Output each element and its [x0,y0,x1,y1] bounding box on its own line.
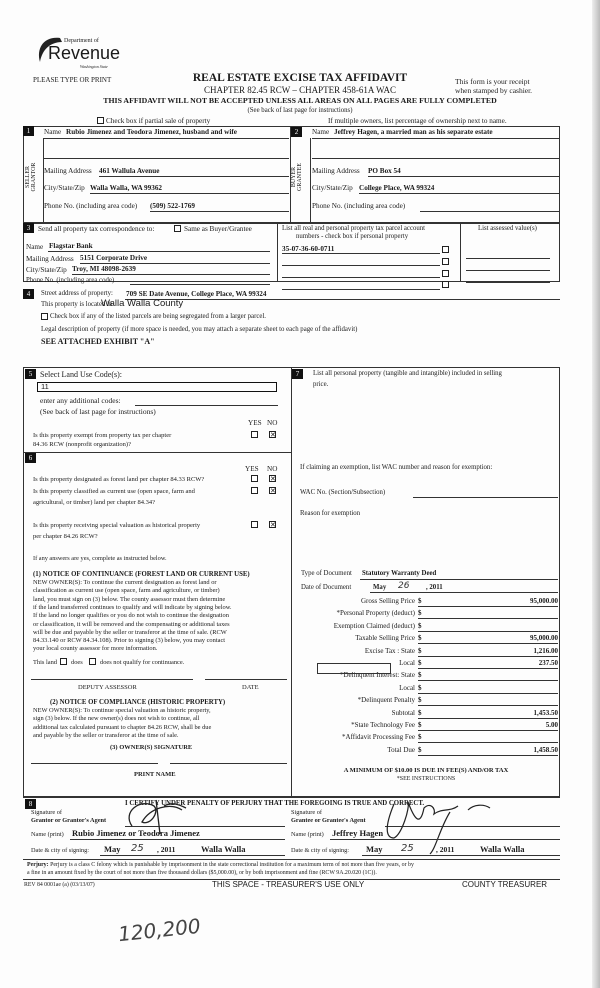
buyer-city-field[interactable]: College Place, WA 99324 [359,184,435,192]
historic-yes-checkbox[interactable] [251,521,258,528]
grantee-print-name[interactable]: Jeffrey Hagen [332,828,384,838]
grantor-sign-day[interactable]: 25 [131,843,144,854]
correspondence-name-field[interactable]: Flagstar Bank [49,242,93,250]
personal-property-checkbox-2[interactable] [442,258,449,265]
tax-row-value[interactable]: 1,458.50 [533,745,558,754]
correspondence-mailing-field[interactable]: 5151 Corporate Drive [80,254,148,262]
scan-edge-shadow [592,0,600,988]
tax-row-value[interactable]: 1,216.00 [533,646,558,655]
buyer-name-field[interactable]: Jeffrey Hagen, a married man as his separate estate [334,128,493,136]
tax-row-line [418,730,558,731]
tax-row-line [418,643,558,644]
notice-line: if the land transferred continues to qualify and will indicate by signing below. [33,603,232,611]
type-or-print: PLEASE TYPE OR PRINT [33,76,112,84]
tax-row-line [418,742,558,743]
form-chapter: CHAPTER 82.45 RCW – CHAPTER 458-61A WAC [204,85,396,95]
exempt-yes-checkbox[interactable] [251,431,258,438]
notice-line: additional tax calculated pursuant to chapter 84.26 RCW, shall be due [33,723,212,731]
currency-symbol: $ [418,646,422,655]
section-2-badge: 2 [291,127,302,137]
notice-line: NEW OWNER(S): To continue the current designation as forest land or [33,579,217,586]
notice-line: or classification, it will be removed and the compensating or additional taxes [33,620,230,628]
tax-row-label: *Delinquent Penalty [357,696,415,705]
tax-row-line [418,618,558,619]
notice-line: 84.33.140 or RCW 84.34.108). Prior to signing (3) below, you may contact [33,637,226,645]
completion-warning: THIS AFFIDAVIT WILL NOT BE ACCEPTED UNLESS ALL AREAS ON ALL PAGES ARE FULLY COMPLETED [103,96,497,105]
tax-row-line [418,755,558,756]
currency-symbol: $ [418,621,422,630]
tax-row-label: Exemption Claimed (deduct) [333,621,415,630]
buyer-side-label: BUYER GRANTEE [291,163,303,191]
personal-property-checkbox-4[interactable] [442,281,449,288]
tax-row-label: Local [399,659,415,667]
currency-symbol: $ [418,721,422,729]
buyer-mailing-field[interactable]: PO Box 54 [368,167,401,175]
seller-name-field[interactable]: Rubio Jimenez and Teodora Jimenez, husband and wife [66,128,237,136]
document-date-day[interactable]: 26 [398,581,410,591]
correspondence-phone-field[interactable] [130,284,270,285]
tax-row-label: Excise Tax : State [364,646,415,655]
currency-symbol: $ [418,696,422,705]
notice-compliance-title: (2) NOTICE OF COMPLIANCE (HISTORIC PROPERTY) [50,699,226,706]
tax-row-line [418,705,558,706]
tax-row-label: Total Due [387,745,415,754]
exempt-no-checkbox[interactable]: ✕ [270,431,276,439]
current-use-no-checkbox[interactable]: ✕ [270,487,276,495]
tax-row-label: Subtotal [391,708,415,717]
tax-row-line [418,606,558,607]
wac-number-input[interactable] [413,497,558,498]
currency-symbol: $ [418,745,422,754]
document-type-field[interactable]: Statutory Warranty Deed [362,570,437,577]
parcel-number-1[interactable]: 35-07-36-60-0711 [282,245,335,253]
section-4-badge: 4 [23,289,34,299]
form-title: REAL ESTATE EXCISE TAX AFFIDAVIT [192,72,408,84]
minimum-due-note: A MINIMUM OF $10.00 IS DUE IN FEE(S) AND/OR TAX [343,767,509,774]
historic-no-checkbox[interactable]: ✕ [270,521,276,529]
tax-row-line [418,718,558,719]
currency-symbol: $ [418,609,422,618]
notice-line: classification as current use (open space, farm and agriculture, or timber) [33,587,220,595]
currency-symbol: $ [418,683,422,692]
seller-side-label: SELLER GRANTOR [25,162,37,192]
parcel-number-3[interactable] [282,277,440,278]
grantor-sign-city[interactable]: Walla Walla [201,844,246,854]
currency-symbol: $ [418,708,422,717]
personal-property-checkbox-3[interactable] [442,270,449,277]
tax-row-label: Local [399,683,415,692]
grantee-sign-city[interactable]: Walla Walla [480,844,525,854]
currency-symbol: $ [418,733,422,742]
owner-signature-line[interactable] [31,763,158,764]
seller-city-field[interactable]: Walla Walla, WA 99362 [90,184,163,192]
segregated-checkbox[interactable] [41,313,48,320]
grantee-sign-day[interactable]: 25 [401,843,414,854]
form-number: REV 84 0001ae (a) (03/13/07) [24,882,95,888]
legal-description[interactable]: SEE ATTACHED EXHIBIT "A" [41,337,155,346]
notice-continuance-title: (1) NOTICE OF CONTINUANCE (FOREST LAND OR CURRENT USE) [33,571,250,578]
tax-row-line [418,680,558,681]
notice-line: your local county assessor for more information. [33,645,158,653]
tax-row-label: Gross Selling Price [360,597,415,605]
currency-symbol: $ [418,634,422,643]
currency-symbol: $ [418,597,422,605]
forest-yes-checkbox[interactable] [251,475,258,482]
property-address-field[interactable]: 709 SE Date Avenue, College Place, WA 99324 [126,290,267,298]
personal-property-checkbox-1[interactable] [442,246,449,253]
grantor-print-name[interactable]: Rubio Jimenez or Teodora Jimenez [72,828,200,838]
tax-row-line [418,656,558,657]
forest-no-checkbox[interactable]: ✕ [270,475,276,483]
tax-row-label: *State Technology Fee [351,721,415,729]
section-8-badge: 8 [25,799,36,809]
section-7-badge: 7 [292,369,303,379]
current-use-yes-checkbox[interactable] [251,487,258,494]
currency-symbol: $ [418,659,422,667]
tax-row-label: Taxable Selling Price [355,634,415,643]
assessed-value-2[interactable] [466,270,550,271]
parcel-number-2[interactable] [282,265,440,266]
tax-row-line [418,631,558,632]
handwritten-note: 120,200 [116,913,202,947]
parcel-number-4[interactable] [282,289,440,290]
assessed-value-1[interactable] [466,258,550,259]
land-does-not-checkbox[interactable] [89,658,96,665]
notice-line: and payable by the seller or transferor at the time of sale. [33,731,179,739]
county-field[interactable]: Walla Walla County [101,298,184,309]
buyer-phone-field[interactable] [420,211,559,212]
section-3-badge: 3 [23,223,34,233]
local-code-input[interactable] [317,663,391,674]
section-5-badge: 5 [25,369,36,379]
partial-sale-checkbox[interactable] [97,117,104,124]
tax-row-value[interactable]: 1,453.50 [533,708,558,717]
perjury-notice: Perjury: Perjury is a class C felony which is punishable by imprisonment in the state correctional institution for a maximum term of not more than five years, or by [27,862,414,868]
land-does-checkbox[interactable] [60,658,67,665]
tax-row-value[interactable]: 95,000.00 [530,597,558,605]
certification-statement: I CERTIFY UNDER PENALTY OF PERJURY THAT THE FOREGOING IS TRUE AND CORRECT. [125,800,425,807]
additional-codes-input[interactable] [135,405,278,406]
tax-row-label: *Personal Property (deduct) [336,609,415,618]
same-as-buyer-checkbox[interactable] [174,225,181,232]
tax-row-line [418,668,558,669]
notice-line: land, you must sign on (3) below. The county assessor must then determine [33,595,226,603]
seller-mailing-field[interactable]: 461 Wallula Avenue [99,167,160,175]
owner-print-name-line[interactable] [170,763,287,764]
tax-row-label: *Delinquent Interest: State [339,671,415,680]
notice-line: If the land no longer qualifies or you do not wish to continue the designation [33,612,229,620]
notice-line: sign (3) below. If the new owner(s) does not wish to continue, all [33,715,200,723]
section-6-badge: 6 [25,453,36,463]
tax-row-value[interactable]: 5.00 [545,721,558,729]
assessed-value-3[interactable] [466,282,550,283]
tax-row-line [418,693,558,694]
correspondence-city-field[interactable]: Troy, MI 48098-2639 [72,265,136,273]
notice-line: will be due and payable by the seller or transferor at the time of sale. (RCW [33,628,227,636]
seller-phone-field[interactable]: (509) 522-1769 [150,202,195,210]
land-use-code-input[interactable]: 11 [37,382,277,392]
section-1-badge: 1 [23,126,34,136]
tax-row-label: *Affidavit Processing Fee [342,733,415,742]
assessor-date-line[interactable] [205,679,287,680]
notice-line: NEW OWNER(S): To continue special valuation as historic property, [33,707,211,714]
deputy-assessor-signature-line[interactable] [31,679,193,680]
currency-symbol: $ [418,671,422,680]
tax-row-value[interactable]: 95,000.00 [530,634,558,643]
tax-row-value[interactable]: 237.50 [538,659,558,667]
